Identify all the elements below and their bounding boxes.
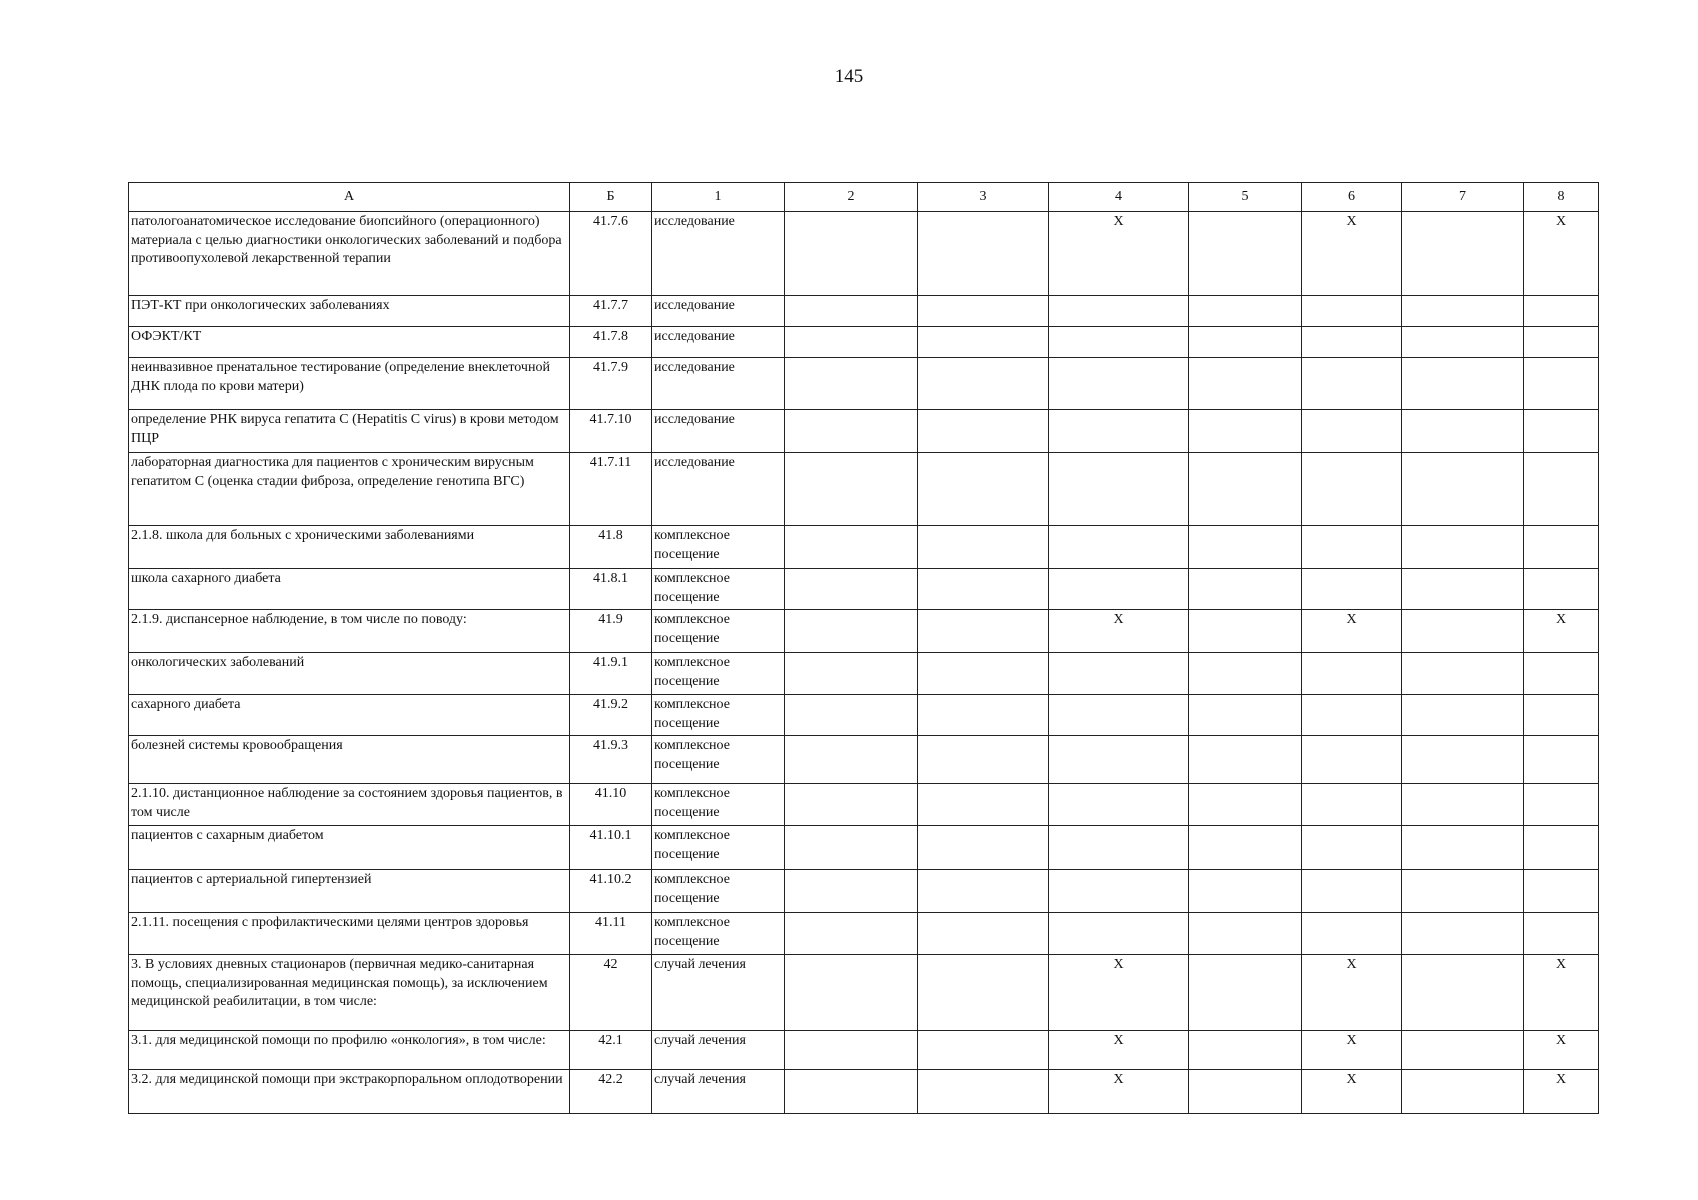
row-col-2 [785,410,918,453]
table-row [129,296,1599,327]
row-col-3 [918,526,1049,569]
data-table [128,182,1599,1114]
column-header: 7 [1402,183,1524,212]
row-col-8: X [1524,1070,1599,1114]
row-name: определение РНК вируса гепатита С (Hepatitis C virus) в крови методом ПЦР [129,410,570,453]
row-col-2 [785,695,918,736]
row-col-7 [1402,1070,1524,1114]
row-col-4: X [1049,1070,1189,1114]
row-col-3 [918,695,1049,736]
row-col-7 [1402,327,1524,358]
row-col-7 [1402,610,1524,653]
row-col-2 [785,212,918,296]
row-col-8 [1524,358,1599,410]
row-col-3 [918,610,1049,653]
column-header: 3 [918,183,1049,212]
row-unit: комплексное посещение [652,736,785,784]
column-header: 5 [1189,183,1302,212]
row-col-5 [1189,826,1302,870]
row-unit: случай лечения [652,1070,785,1114]
row-col-3 [918,212,1049,296]
column-header: 2 [785,183,918,212]
row-code: 41.9.1 [570,653,652,695]
row-col-5 [1189,695,1302,736]
row-unit: комплексное посещение [652,569,785,610]
row-col-7 [1402,296,1524,327]
row-col-2 [785,653,918,695]
column-header: А [129,183,570,212]
row-col-7 [1402,526,1524,569]
row-col-6 [1302,569,1402,610]
row-col-6 [1302,695,1402,736]
row-col-3 [918,784,1049,826]
row-unit: исследование [652,410,785,453]
row-col-5 [1189,569,1302,610]
row-code: 41.7.6 [570,212,652,296]
table-row [129,784,1599,826]
row-col-3 [918,736,1049,784]
row-code: 41.7.11 [570,453,652,526]
row-unit: исследование [652,327,785,358]
row-col-5 [1189,913,1302,955]
row-col-7 [1402,784,1524,826]
row-code: 41.7.10 [570,410,652,453]
row-col-6 [1302,526,1402,569]
row-unit: исследование [652,296,785,327]
row-code: 41.10.1 [570,826,652,870]
row-name: школа сахарного диабета [129,569,570,610]
row-col-7 [1402,695,1524,736]
row-code: 41.10.2 [570,870,652,913]
row-code: 41.9.2 [570,695,652,736]
row-name: 2.1.9. диспансерное наблюдение, в том числе по поводу: [129,610,570,653]
row-col-5 [1189,327,1302,358]
table-row [129,1070,1599,1114]
row-col-6: X [1302,610,1402,653]
row-col-8 [1524,784,1599,826]
row-unit: комплексное посещение [652,826,785,870]
row-col-6 [1302,327,1402,358]
row-name: сахарного диабета [129,695,570,736]
row-col-6 [1302,453,1402,526]
row-col-4 [1049,410,1189,453]
row-col-2 [785,358,918,410]
table-row [129,653,1599,695]
row-col-8 [1524,410,1599,453]
table-row [129,913,1599,955]
row-col-7 [1402,358,1524,410]
row-col-3 [918,653,1049,695]
row-col-8 [1524,453,1599,526]
row-col-5 [1189,955,1302,1031]
column-header: 8 [1524,183,1599,212]
row-col-6: X [1302,1070,1402,1114]
row-code: 41.9.3 [570,736,652,784]
row-name: болезней системы кровообращения [129,736,570,784]
column-header: 1 [652,183,785,212]
row-unit: комплексное посещение [652,695,785,736]
row-unit: комплексное посещение [652,913,785,955]
row-code: 41.7.7 [570,296,652,327]
row-unit: случай лечения [652,955,785,1031]
row-col-2 [785,569,918,610]
row-code: 41.7.9 [570,358,652,410]
row-col-4 [1049,453,1189,526]
row-code: 42 [570,955,652,1031]
row-unit: исследование [652,358,785,410]
row-col-4 [1049,913,1189,955]
row-col-2 [785,296,918,327]
row-col-4: X [1049,212,1189,296]
row-name: 3.1. для медицинской помощи по профилю «онкология», в том числе: [129,1031,570,1070]
table-row [129,569,1599,610]
table-row [129,526,1599,569]
row-col-7 [1402,1031,1524,1070]
row-col-2 [785,453,918,526]
row-col-6 [1302,784,1402,826]
row-col-8 [1524,826,1599,870]
row-unit: комплексное посещение [652,526,785,569]
row-col-4 [1049,358,1189,410]
row-col-4 [1049,653,1189,695]
row-col-8: X [1524,212,1599,296]
row-col-7 [1402,955,1524,1031]
row-col-5 [1189,212,1302,296]
table-row [129,826,1599,870]
row-col-2 [785,1031,918,1070]
row-col-8: X [1524,955,1599,1031]
row-col-2 [785,1070,918,1114]
row-col-6 [1302,913,1402,955]
row-col-7 [1402,736,1524,784]
row-col-7 [1402,870,1524,913]
table-row [129,358,1599,410]
row-col-4 [1049,736,1189,784]
row-col-2 [785,913,918,955]
row-col-7 [1402,212,1524,296]
row-col-3 [918,1070,1049,1114]
row-col-6 [1302,870,1402,913]
row-name: лабораторная диагностика для пациентов с хроническим вирусным гепатитом С (оценка стадии фиброза, определение генотипа ВГС) [129,453,570,526]
row-name: патологоанатомическое исследование биопсийного (операционного) материала с целью диагностики онкологических заболеваний и подбора противоопухолевой лекарственной терапии [129,212,570,296]
row-col-4 [1049,784,1189,826]
row-col-8 [1524,870,1599,913]
row-code: 41.11 [570,913,652,955]
row-col-6 [1302,653,1402,695]
row-col-8 [1524,736,1599,784]
row-col-4 [1049,327,1189,358]
row-unit: комплексное посещение [652,610,785,653]
row-col-3 [918,955,1049,1031]
row-code: 41.9 [570,610,652,653]
row-col-8 [1524,526,1599,569]
row-col-3 [918,870,1049,913]
row-col-2 [785,526,918,569]
row-name: неинвазивное пренатальное тестирование (определение внеклеточной ДНК плода по крови матери) [129,358,570,410]
row-col-5 [1189,453,1302,526]
table-row [129,695,1599,736]
row-col-2 [785,955,918,1031]
row-col-4: X [1049,955,1189,1031]
row-col-2 [785,870,918,913]
row-col-2 [785,610,918,653]
row-unit: случай лечения [652,1031,785,1070]
row-col-4: X [1049,610,1189,653]
row-col-8 [1524,296,1599,327]
column-header: 4 [1049,183,1189,212]
table-row [129,410,1599,453]
row-col-2 [785,736,918,784]
row-col-5 [1189,410,1302,453]
row-name: 3.2. для медицинской помощи при экстракорпоральном оплодотворении [129,1070,570,1114]
row-col-8 [1524,569,1599,610]
row-unit: исследование [652,212,785,296]
row-col-4 [1049,569,1189,610]
row-col-6 [1302,826,1402,870]
page-number: 145 [834,66,864,87]
row-col-3 [918,453,1049,526]
row-name: ОФЭКТ/КТ [129,327,570,358]
row-col-5 [1189,296,1302,327]
row-name: пациентов с артериальной гипертензией [129,870,570,913]
row-col-3 [918,296,1049,327]
row-col-2 [785,826,918,870]
row-name: пациентов с сахарным диабетом [129,826,570,870]
row-col-8: X [1524,610,1599,653]
row-unit: комплексное посещение [652,653,785,695]
row-col-8 [1524,653,1599,695]
row-col-5 [1189,358,1302,410]
table-row [129,1031,1599,1070]
row-col-5 [1189,1070,1302,1114]
row-col-5 [1189,870,1302,913]
row-col-5 [1189,526,1302,569]
row-name: ПЭТ-КТ при онкологических заболеваниях [129,296,570,327]
row-col-6: X [1302,955,1402,1031]
table-row [129,453,1599,526]
table-row [129,327,1599,358]
row-code: 41.8.1 [570,569,652,610]
row-code: 41.8 [570,526,652,569]
row-col-3 [918,569,1049,610]
column-header: 6 [1302,183,1402,212]
table-header-row [129,183,1599,212]
table-row [129,212,1599,296]
row-col-4 [1049,826,1189,870]
row-name: 2.1.11. посещения с профилактическими целями центров здоровья [129,913,570,955]
row-col-3 [918,826,1049,870]
row-col-6 [1302,358,1402,410]
row-code: 42.1 [570,1031,652,1070]
row-col-4 [1049,526,1189,569]
row-unit: исследование [652,453,785,526]
row-col-8 [1524,913,1599,955]
row-col-5 [1189,610,1302,653]
column-header: Б [570,183,652,212]
row-col-5 [1189,653,1302,695]
row-col-6: X [1302,1031,1402,1070]
table-row [129,736,1599,784]
row-code: 41.7.8 [570,327,652,358]
row-code: 42.2 [570,1070,652,1114]
row-col-6 [1302,410,1402,453]
row-col-7 [1402,653,1524,695]
row-col-8 [1524,327,1599,358]
row-col-5 [1189,736,1302,784]
row-unit: комплексное посещение [652,870,785,913]
row-col-7 [1402,913,1524,955]
row-col-7 [1402,569,1524,610]
row-col-3 [918,358,1049,410]
row-col-4 [1049,870,1189,913]
table-row [129,955,1599,1031]
row-col-3 [918,410,1049,453]
row-name: 2.1.8. школа для больных с хроническими заболеваниями [129,526,570,569]
row-col-7 [1402,410,1524,453]
row-col-8 [1524,695,1599,736]
row-col-7 [1402,453,1524,526]
row-name: 2.1.10. дистанционное наблюдение за состоянием здоровья пациентов, в том числе [129,784,570,826]
row-col-4: X [1049,1031,1189,1070]
row-col-8: X [1524,1031,1599,1070]
row-col-3 [918,327,1049,358]
row-col-6 [1302,296,1402,327]
row-col-4 [1049,296,1189,327]
table-row [129,870,1599,913]
row-col-3 [918,913,1049,955]
row-name: 3. В условиях дневных стационаров (первичная медико-санитарная помощь, специализированная медицинская помощь), за исключением медицинской реабилитации, в том числе: [129,955,570,1031]
row-unit: комплексное посещение [652,784,785,826]
table-row [129,610,1599,653]
row-col-6 [1302,736,1402,784]
row-col-4 [1049,695,1189,736]
row-col-2 [785,784,918,826]
row-col-7 [1402,826,1524,870]
row-col-6: X [1302,212,1402,296]
row-col-5 [1189,1031,1302,1070]
row-name: онкологических заболеваний [129,653,570,695]
row-col-2 [785,327,918,358]
row-code: 41.10 [570,784,652,826]
row-col-5 [1189,784,1302,826]
row-col-3 [918,1031,1049,1070]
